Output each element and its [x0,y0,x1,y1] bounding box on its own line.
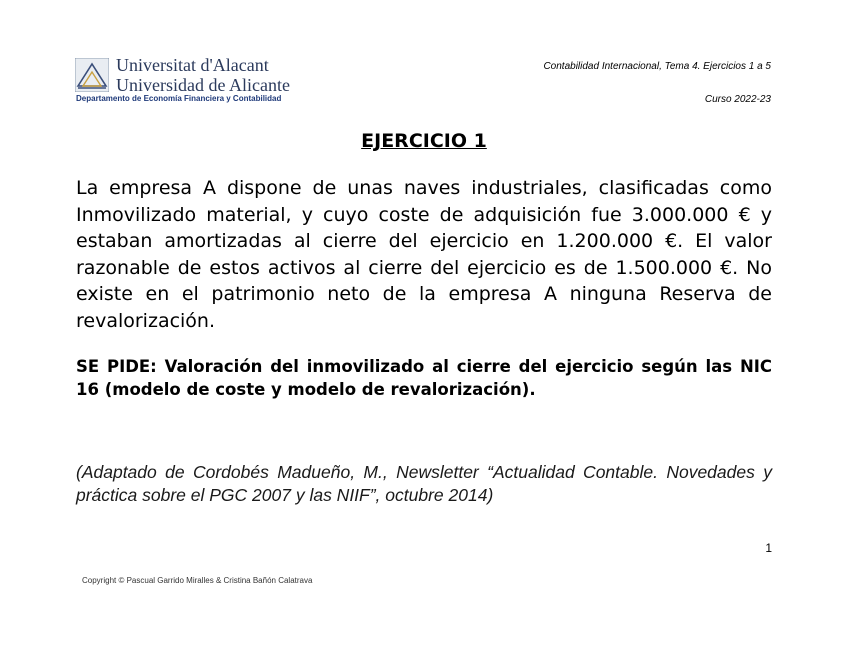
source-citation: (Adaptado de Cordobés Madueño, M., Newsletter “Actualidad Contable. Novedades y práctica sobre el PGC 2007 y las NIIF”, octubre 2014) [76,462,772,505]
copyright-notice: Copyright © Pascual Garrido Miralles & Cristina Bañón Calatrava [82,576,313,585]
academic-year: Curso 2022-23 [704,94,771,105]
exercise-statement: La empresa A dispone de unas naves industriales, clasificadas como Inmovilizado material, y cuyo coste de adquisición fue 3.000.000 € y estaban amortizadas al cierre del ejercicio en 1.200.000 €. El valor razonable de estos activos al cierre del ejercicio es de 1.500.000 €. No existe en el patrimonio neto de la empresa A ninguna Reserva de revalorización. [76,177,772,332]
logo-name-spanish: Universidad de Alicante [116,75,290,95]
course-header: Contabilidad Internacional, Tema 4. Ejercicios 1 a 5 [543,61,771,72]
exercise-title: EJERCICIO 1 [361,130,487,152]
page-number: 1 [765,541,772,555]
university-logo [75,56,321,108]
department-name: Departamento de Economía Financiera y Contabilidad [76,94,282,103]
exercise-question: SE PIDE: Valoración del inmovilizado al cierre del ejercicio según las NIC 16 (modelo de coste y modelo de revalorización). [76,357,772,399]
logo-name-valencian: Universitat d'Alacant [116,55,269,75]
university-emblem-icon [75,58,109,92]
